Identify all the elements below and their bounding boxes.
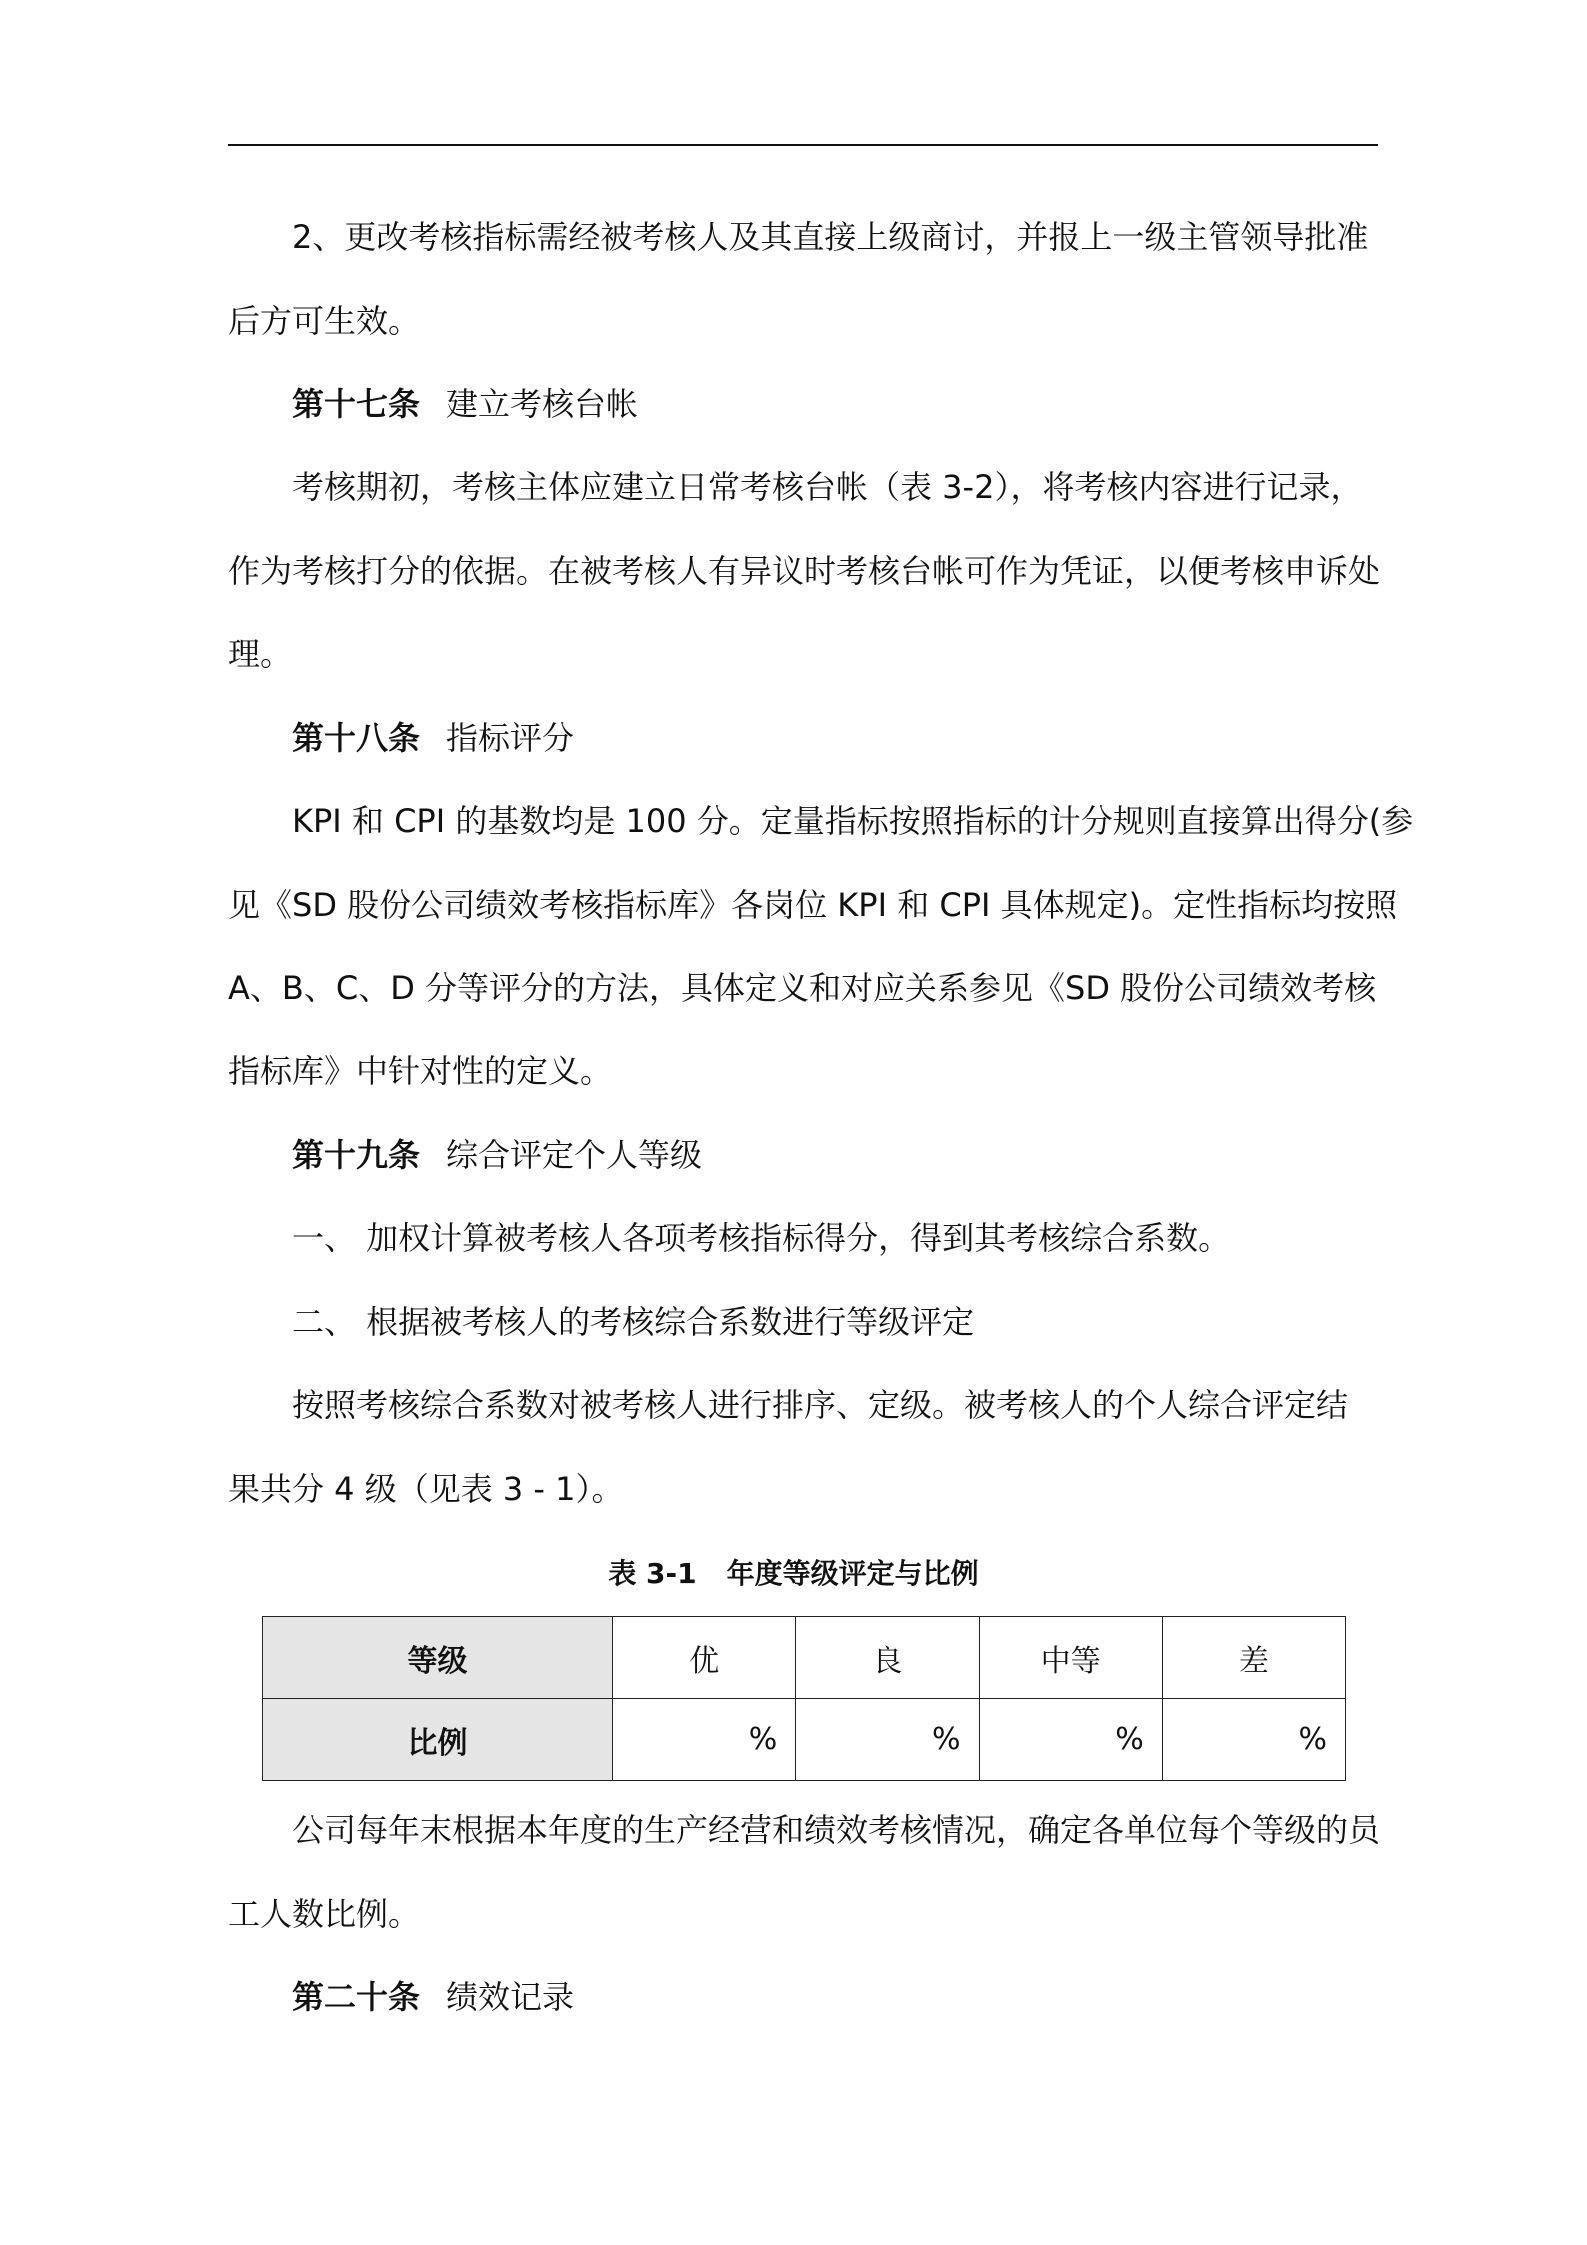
article-number: 第二十条 [292,1978,421,2016]
paragraph-line: 果共分 4 级（见表 3 - 1）。 [228,1470,624,1508]
paragraph-line: A、B、C、D 分等评分的方法，具体定义和对应关系参见《SD 股份公司绩效考核 [228,969,1377,1007]
paragraph-line: 理。 [228,635,293,673]
table-row [263,1617,1346,1699]
article-title: 指标评分 [446,719,575,757]
paragraph-line: 后方可生效。 [228,302,421,340]
article-number: 第十八条 [292,719,421,757]
article-number: 第十七条 [292,385,421,423]
article-title: 建立考核台帐 [446,385,639,423]
article-17-heading [292,384,1472,424]
paragraph-line: 见《SD 股份公司绩效考核指标库》各岗位 KPI 和 CPI 具体规定)。定性指标均按照 [228,886,1398,924]
paragraph-line: 2、更改考核指标需经被考核人及其直接上级商讨，并报上一级主管领导批准 [292,218,1369,256]
paragraph-line: 按照考核综合系数对被考核人进行排序、定级。被考核人的个人综合评定结 [292,1386,1349,1424]
row-header-ratio: 比例 [263,1699,613,1781]
ratio-cell: % [613,1699,796,1781]
ratio-cell: % [979,1699,1162,1781]
article-title: 绩效记录 [446,1978,575,2016]
paragraph-line: 考核期初，考核主体应建立日常考核台帐（表 3-2），将考核内容进行记录， [292,468,1363,506]
paragraph-line: 二、 根据被考核人的考核综合系数进行等级评定 [292,1303,975,1341]
row-header-grade: 等级 [263,1617,613,1699]
grade-cell: 中等 [979,1617,1162,1699]
ratio-cell: % [1162,1699,1345,1781]
grade-cell: 优 [613,1617,796,1699]
grade-cell: 差 [1162,1617,1345,1699]
paragraph-line: 指标库》中针对性的定义。 [228,1052,613,1090]
article-19-heading [292,1135,1472,1175]
table-number: 表 3-1 [608,1557,697,1590]
paragraph-line: 一、 加权计算被考核人各项考核指标得分，得到其考核综合系数。 [292,1219,1231,1257]
table-title: 年度等级评定与比例 [726,1557,979,1590]
paragraph-line: 公司每年末根据本年度的生产经营和绩效考核情况，确定各单位每个等级的员 [292,1811,1381,1849]
paragraph-line: KPI 和 CPI 的基数均是 100 分。定量指标按照指标的计分规则直接算出得分(参 [292,802,1414,840]
paragraph-line: 作为考核打分的依据。在被考核人有异议时考核台帐可作为凭证，以便考核申诉处 [228,552,1381,590]
paragraph-line: 工人数比例。 [228,1895,421,1933]
ratio-cell: % [796,1699,979,1781]
grade-cell: 良 [796,1617,979,1699]
article-18-heading [292,718,1472,758]
article-title: 综合评定个人等级 [446,1136,703,1174]
table-row [263,1699,1346,1781]
article-number: 第十九条 [292,1136,421,1174]
grade-ratio-table [262,1616,1346,1781]
article-20-heading [292,1977,1472,2017]
table-caption [0,1556,1587,1592]
header-rule [228,144,1378,146]
